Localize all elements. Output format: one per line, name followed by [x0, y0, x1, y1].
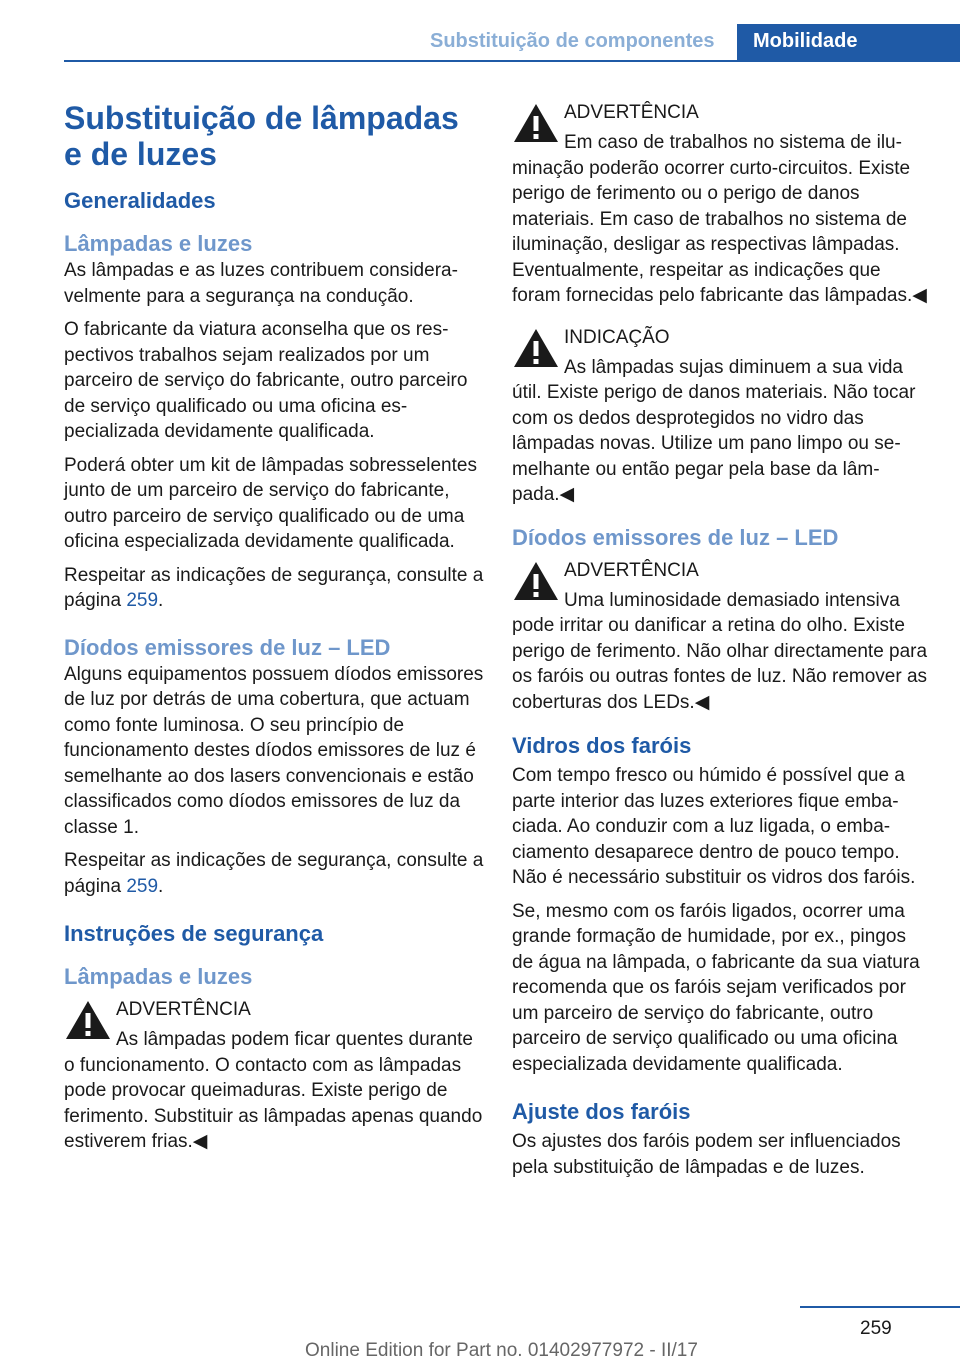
paragraph: [64, 563, 484, 614]
warning-triangle-icon: [512, 327, 560, 369]
paragraph: [64, 848, 484, 899]
paragraph-end: .: [158, 590, 164, 611]
paragraph-end: .: [158, 875, 164, 897]
paragraph-text: Respeitar as indicações de segurança, consulte a página: [64, 850, 484, 897]
heading-diodos-led: Díodos emissores de luz – LED: [512, 524, 839, 550]
paragraph: Se, mesmo com os faróis ligados, ocorrer uma grande formação de humidade, por ex., pingos de água na lâmpada, o fabricante da sua viatura recomenda que os faróis sejam verificados por um parceiro de serviço do fabricante, outro parceiro de serviço qualificado ou uma oficina especializada devidamente qualificada.: [512, 900, 920, 1075]
warning-title: ADVERTÊNCIA: [116, 999, 251, 1020]
note-title: INDICAÇÃO: [564, 326, 670, 348]
warning-text: Uma luminosidade demasiado intensiva pode irritar ou danificar a retina do olho. Existe perigo de ferimento. Não olhar directamente para os faróis ou outras fontes de luz. Não remover as coberturas dos LEDs.◀: [512, 589, 928, 713]
heading-ajuste-farois: Ajuste dos faróis: [512, 1099, 691, 1124]
paragraph: Alguns equipamentos possuem díodos emissores de luz por detrás de uma cobertura, que actuam como fonte luminosa. O seu princípio de funcionamento destes díodos emissores de luz é semelhante ao dos lasers convencionais e estão classificados como díodos emissores de luz da classe 1.: [64, 663, 484, 838]
warning-box: [512, 558, 932, 716]
warning-text: As lâmpadas podem ficar quentes durante o funcionamento. O contacto com as lâmpadas pode provocar queimaduras. Existe perigo de ferimento. Substituir as lâmpadas apenas quando estiverem frias.◀: [64, 1029, 483, 1152]
right-column: [512, 100, 932, 1188]
paragraph: Os ajustes dos faróis podem ser influenciados pela substituição de lâmpadas e de luzes.: [512, 1131, 901, 1178]
warning-box: [64, 997, 484, 1155]
warning-triangle-icon: [512, 560, 560, 602]
footer-edition: Online Edition for Part no. 01402977972 - II/17: [305, 1340, 698, 1361]
heading-lampadas-luzes: Lâmpadas e luzes: [64, 964, 253, 989]
paragraph-text: Respeitar as indicações de segurança, consulte a página: [64, 564, 484, 611]
note-box: [512, 325, 932, 508]
warning-title: ADVERTÊNCIA: [564, 102, 699, 123]
header-chapter-tab: Mobilidade: [737, 24, 960, 62]
page-link[interactable]: 259: [126, 590, 159, 611]
warning-text: Em caso de trabalhos no sistema de iluminação poderão ocorrer curto-circuitos. Existe perigo de ferimento ou o perigo de danos materiais. Em caso de trabalhos no sistema de iluminação, desligar as respectivas lâmpadas. Eventualmente, respeitar as indicações que foram fornecidas pelo fabricante das lâmpadas.◀: [512, 132, 927, 306]
warning-triangle-icon: [512, 102, 560, 144]
page-link[interactable]: 259: [126, 875, 159, 897]
paragraph: Com tempo fresco ou húmido é possível que a parte interior das luzes exteriores fique embaciada. Ao conduzir com a luz ligada, o embaciamento desaparece dentro de pouco tempo. Não é necessário substituir os vidros dos faróis.: [512, 765, 916, 888]
header-rule: [64, 60, 960, 62]
heading-instrucoes-seguranca: Instruções de segurança: [64, 921, 324, 946]
paragraph: O fabricante da viatura aconselha que os respectivos trabalhos sejam realizados por um parceiro de serviço do fabricante, outro parceiro de serviço qualificado ou uma oficina especializada devidamente qualificada.: [64, 319, 468, 442]
note-text: As lâmpadas sujas diminuem a sua vida útil. Existe perigo de danos materiais. Não tocar com os dedos desprotegidos no vidro das lâmpadas novas. Utilize um pano limpo ou semelhante ou então pegar pela base da lâmpada.◀: [512, 356, 916, 505]
heading-generalidades: Generalidades: [64, 188, 216, 213]
heading-vidros-farois: Vidros dos faróis: [512, 733, 692, 758]
page-title: Substituição de lâmpadas e de luzes: [64, 100, 459, 172]
warning-title: ADVERTÊNCIA: [564, 559, 699, 581]
heading-diodos-led: Díodos emissores de luz – LED: [64, 634, 391, 660]
header-section-title: Substituição de componentes: [430, 30, 715, 52]
paragraph: Poderá obter um kit de lâmpadas sobresselentes junto de um parceiro de serviço do fabricante, outro parceiro de serviço qualificado ou de uma oficina especializada devidamente qualificada.: [64, 454, 477, 552]
warning-triangle-icon: [64, 999, 112, 1041]
paragraph: As lâmpadas e as luzes contribuem consideravelmente para a segurança na condução.: [64, 260, 458, 307]
heading-lampadas-luzes: Lâmpadas e luzes: [64, 231, 253, 256]
page-number: 259: [860, 1318, 892, 1339]
left-column: [64, 100, 484, 1171]
warning-box: [512, 100, 932, 309]
footer-rule: [800, 1306, 960, 1308]
